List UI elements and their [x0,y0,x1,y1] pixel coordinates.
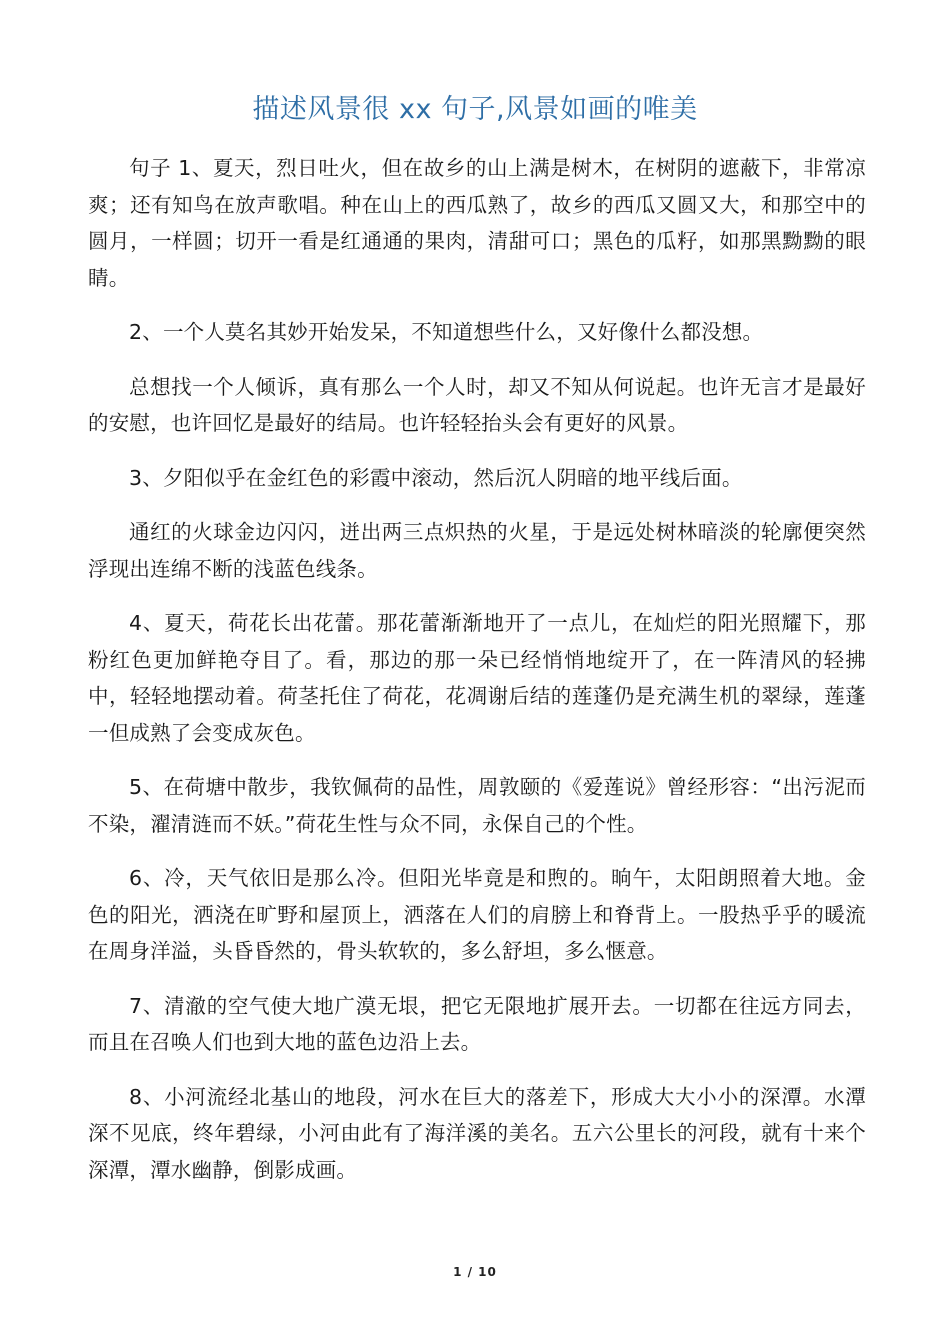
paragraph-6: 4、夏天，荷花长出花蕾。那花蕾渐渐地开了一点儿，在灿烂的阳光照耀下，那粉红色更加鲜艳夺目了。看，那边的那一朵已经悄悄地绽开了，在一阵清风的轻拂中，轻轻地摆动着。荷茎托住了荷花，花凋谢后结的莲蓬仍是充满生机的翠绿，莲蓬一但成熟了会变成灰色。 [88,611,866,745]
paragraph-1: 句子 1、夏天，烈日吐火，但在故乡的山上满是树木，在树阴的遮蔽下，非常凉爽；还有知鸟在放声歌唱。种在山上的西瓜熟了，故乡的西瓜又圆又大，和那空中的圆月，一样圆；切开一看是红通通的果肉，清甜可口；黑色的瓜籽，如那黑黝黝的眼睛。 [88,156,866,290]
document-body [88,150,866,1206]
paragraph-4: 3、夕阳似乎在金红色的彩霞中滚动，然后沉人阴暗的地平线后面。 [129,465,743,490]
paragraph-7: 5、在荷塘中散步，我钦佩荷的品性，周敦颐的《爱莲说》曾经形容：“出污泥而不染，濯清涟而不妖。”荷花生性与众不同，永保自己的个性。 [88,775,866,836]
paragraph-10: 8、小河流经北基山的地段，河水在巨大的落差下，形成大大小小的深潭。水潭深不见底，终年碧绿，小河由此有了海洋溪的美名。五六公里长的河段，就有十来个深潭，潭水幽静，倒影成画。 [88,1084,866,1182]
paragraph-2: 2、一个人莫名其妙开始发呆，不知道想些什么，又好像什么都没想。 [129,320,764,344]
paragraph-8: 6、冷，天气依旧是那么冷。但阳光毕竟是和煦的。晌午，太阳朗照着大地。金色的阳光，洒浇在旷野和屋顶上，洒落在人们的肩膀上和脊背上。一股热乎乎的暖流在周身洋溢，头昏昏然的，骨头软软的，多么舒坦，多么惬意。 [88,866,866,963]
page-number: 1 / 10 [453,1265,497,1279]
paragraph-3: 总想找一个人倾诉，真有那么一个人时，却又不知从何说起。也许无言才是最好的安慰，也许回忆是最好的结局。也许轻轻抬头会有更好的风景。 [88,374,866,435]
paragraph-5: 通红的火球金边闪闪，迸出两三点炽热的火星，于是远处树林暗淡的轮廓便突然浮现出连绵不断的浅蓝色线条。 [88,520,866,581]
paragraph-9: 7、清澈的空气使大地广漠无垠，把它无限地扩展开去。一切都在往远方同去，而且在召唤人们也到大地的蓝色边沿上去。 [88,993,866,1054]
document-title: 描述风景很 xx 句子,风景如画的唯美 [252,94,698,125]
